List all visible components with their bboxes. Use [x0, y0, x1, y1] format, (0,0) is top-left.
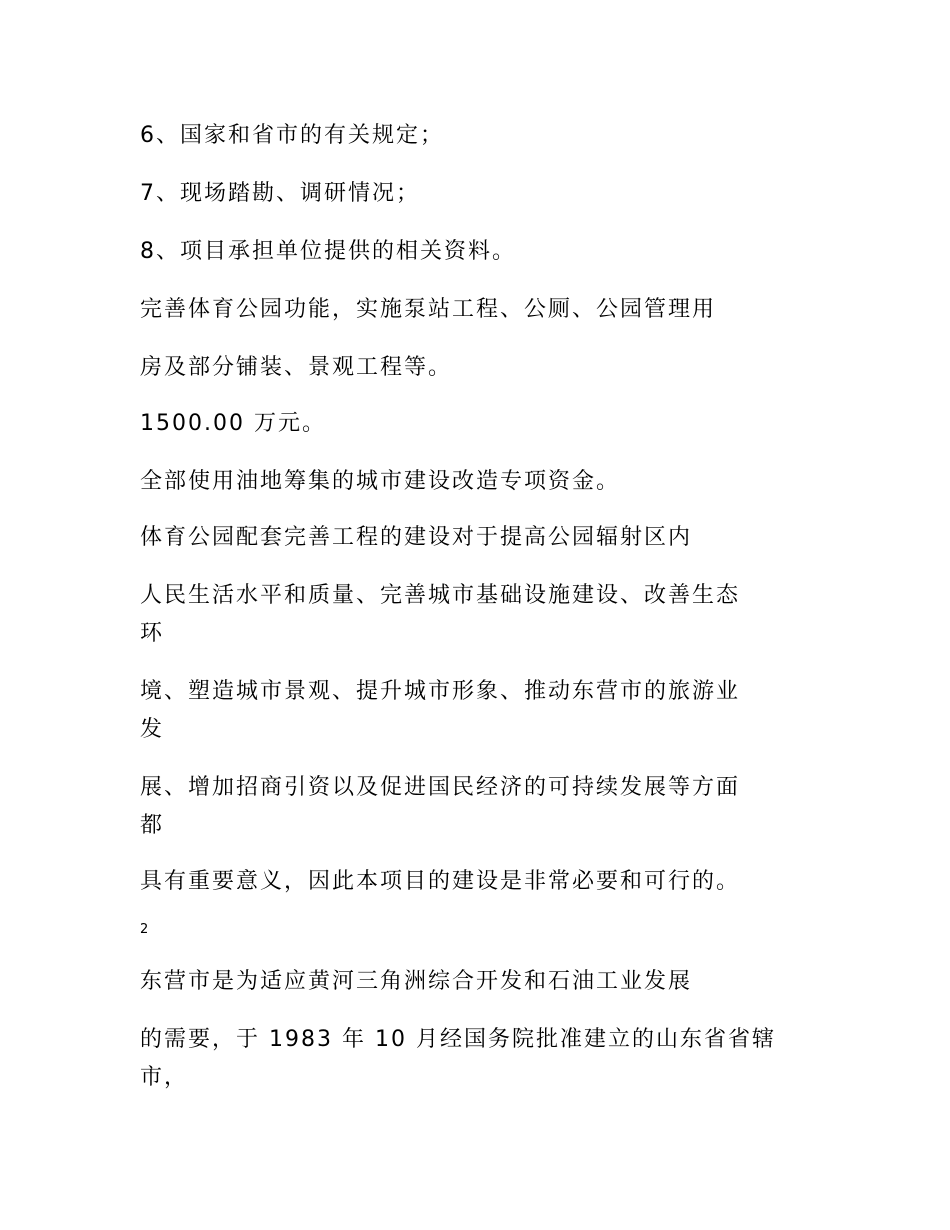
- text-line: 6、国家和省市的有关规定；: [140, 123, 444, 148]
- text-line: 都: [140, 813, 165, 838]
- text-line: 具有重要意义，因此本项目的建设是非常必要和可行的。: [140, 869, 741, 894]
- text-line: 展、增加招商引资以及促进国民经济的可持续发展等方面: [140, 775, 741, 800]
- text-line: 的需要，于 1983 年 10 月经国务院批准建立的山东省省辖: [140, 1027, 776, 1052]
- text-line: 环: [140, 621, 165, 646]
- text-line: 体育公园配套完善工程的建设对于提高公园辐射区内: [140, 525, 693, 550]
- text-line: 房及部分铺装、景观工程等。: [140, 355, 453, 380]
- text-line: 1500.00 万元。: [140, 411, 326, 436]
- text-line: 发: [140, 717, 165, 742]
- text-line: 完善体育公园功能，实施泵站工程、公厕、公园管理用: [140, 297, 717, 322]
- page-number: 2: [140, 922, 149, 937]
- text-line: 7、现场踏勘、调研情况；: [140, 181, 420, 206]
- text-line: 8、项目承担单位提供的相关资料。: [140, 239, 516, 264]
- text-line: 全部使用油地筹集的城市建设改造专项资金。: [140, 469, 621, 494]
- text-line: 东营市是为适应黄河三角洲综合开发和石油工业发展: [140, 969, 693, 994]
- text-line: 境、塑造城市景观、提升城市形象、推动东营市的旅游业: [140, 679, 741, 704]
- text-line: 人民生活水平和质量、完善城市基础设施建设、改善生态: [140, 583, 741, 608]
- text-line: 市，: [140, 1065, 189, 1090]
